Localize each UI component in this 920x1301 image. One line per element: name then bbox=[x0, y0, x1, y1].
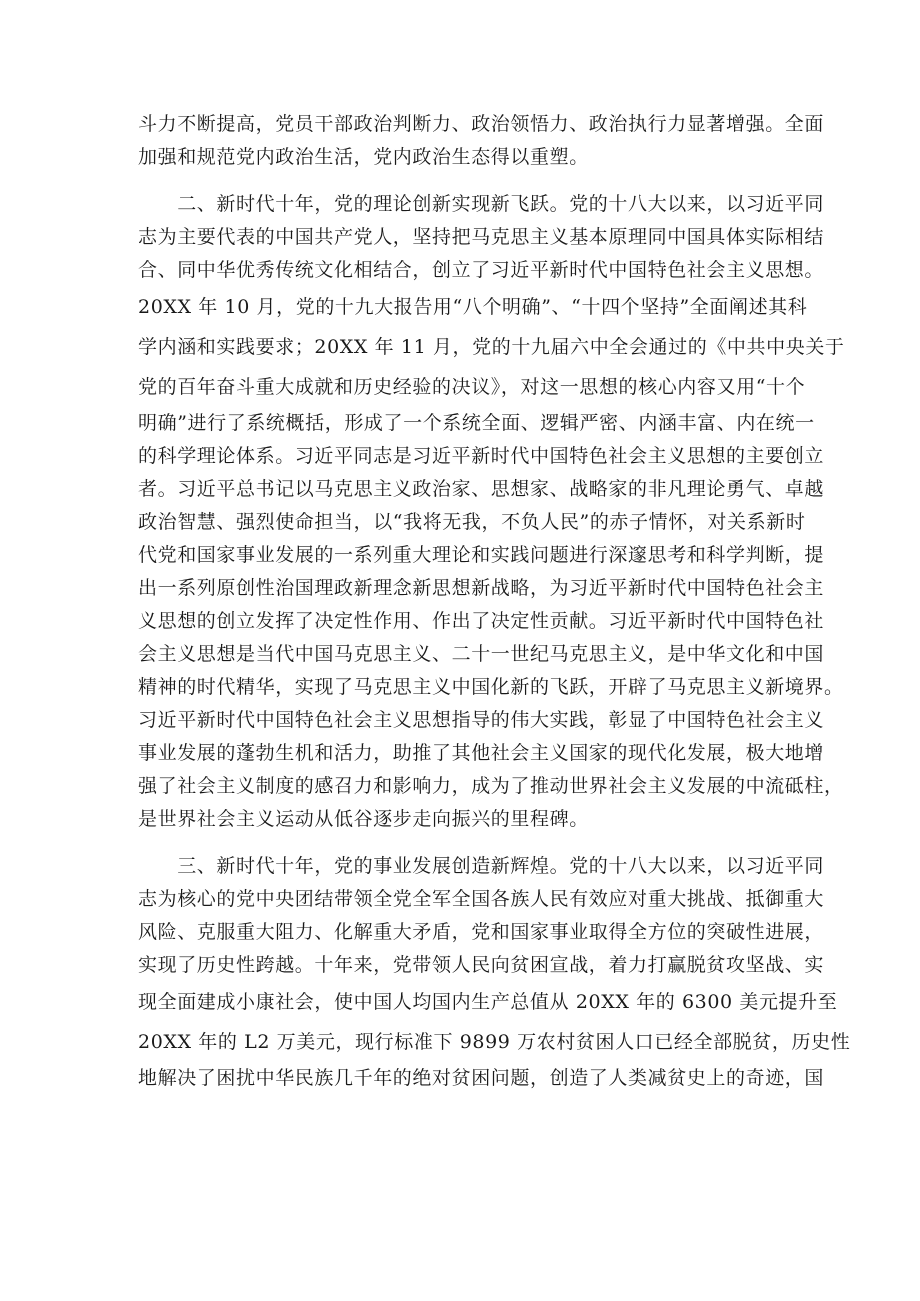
text-line: 三、新时代十年，党的事业发展创造新辉煌。党的十八大以来，以习近平同 bbox=[138, 855, 825, 877]
text-line: 者。习近平总书记以马克思主义政治家、思想家、战略家的非凡理论勇气、卓越 bbox=[138, 478, 825, 500]
text-line: 代党和国家事业发展的一系列重大理论和实践问题进行深邃思考和科学判断，提 bbox=[138, 544, 825, 566]
text-line: 习近平新时代中国特色社会主义思想指导的伟大实践，彰显了中国特色社会主义 bbox=[138, 709, 825, 731]
text-line: 20XX 年 10 月，党的十九大报告用“八个明确”、“十四个坚持”全面阐述其科 bbox=[138, 296, 808, 318]
text-line: 强了社会主义制度的感召力和影响力，成为了推动世界社会主义发展的中流砥柱， bbox=[138, 775, 844, 797]
text-line: 合、同中华优秀传统文化相结合，创立了习近平新时代中国特色社会主义思想。 bbox=[138, 259, 825, 281]
text-line: 出一系列原创性治国理政新理念新思想新战略，为习近平新时代中国特色社会主 bbox=[138, 577, 825, 599]
text-line: 明确”进行了系统概括，形成了一个系统全面、逻辑严密、内涵丰富、内在统一 bbox=[138, 412, 815, 434]
paragraph-3 bbox=[138, 850, 851, 1095]
text-line: 是世界社会主义运动从低谷逐步走向振兴的里程碑。 bbox=[138, 808, 589, 830]
document-body bbox=[138, 108, 851, 1095]
text-line: 实现了历史性跨越。十年来，党带领人民向贫困宣战，着力打赢脱贫攻坚战、实 bbox=[138, 954, 825, 976]
text-line: 地解决了困扰中华民族几千年的绝对贫困问题，创造了人类减贫史上的奇迹，国 bbox=[138, 1067, 825, 1089]
text-line: 加强和规范党内政治生活，党内政治生态得以重塑。 bbox=[138, 146, 589, 168]
text-line: 党的百年奋斗重大成就和历史经验的决议》，对这一思想的核心内容又用“十个 bbox=[138, 376, 806, 398]
paragraph-2 bbox=[138, 188, 845, 836]
text-line: 风险、克服重大阻力、化解重大矛盾，党和国家事业取得全方位的突破性进展， bbox=[138, 921, 825, 943]
text-line: 精神的时代精华，实现了马克思主义中国化新的飞跃，开辟了马克思主义新境界。 bbox=[138, 676, 844, 698]
paragraph-1 bbox=[138, 108, 825, 174]
text-line: 的科学理论体系。习近平同志是习近平新时代中国特色社会主义思想的主要创立 bbox=[138, 445, 825, 467]
text-line: 志为主要代表的中国共产党人，坚持把马克思主义基本原理同中国具体实际相结 bbox=[138, 226, 825, 248]
text-line: 学内涵和实践要求；20XX 年 11 月，党的十九届六中全会通过的《中共中央关于 bbox=[138, 336, 845, 358]
text-line: 志为核心的党中央团结带领全党全军全国各族人民有效应对重大挑战、抵御重大 bbox=[138, 888, 825, 910]
text-line: 斗力不断提高，党员干部政治判断力、政治领悟力、政治执行力显著增强。全面 bbox=[138, 113, 825, 135]
text-line: 事业发展的蓬勃生机和活力，助推了其他社会主义国家的现代化发展，极大地增 bbox=[138, 742, 825, 764]
text-line: 会主义思想是当代中国马克思主义、二十一世纪马克思主义，是中华文化和中国 bbox=[138, 643, 825, 665]
text-line: 政治智慧、强烈使命担当，以“我将无我，不负人民”的赤子情怀，对关系新时 bbox=[138, 511, 806, 533]
text-line: 20XX 年的 L2 万美元，现行标准下 9899 万农村贫困人口已经全部脱贫，历史性 bbox=[138, 1031, 851, 1053]
text-line: 二、新时代十年，党的理论创新实现新飞跃。党的十八大以来，以习近平同 bbox=[138, 193, 825, 215]
text-line: 义思想的创立发挥了决定性作用、作出了决定性贡献。习近平新时代中国特色社 bbox=[138, 610, 825, 632]
text-line: 现全面建成小康社会，使中国人均国内生产总值从 20XX 年的 6300 美元提升至 bbox=[138, 991, 838, 1013]
